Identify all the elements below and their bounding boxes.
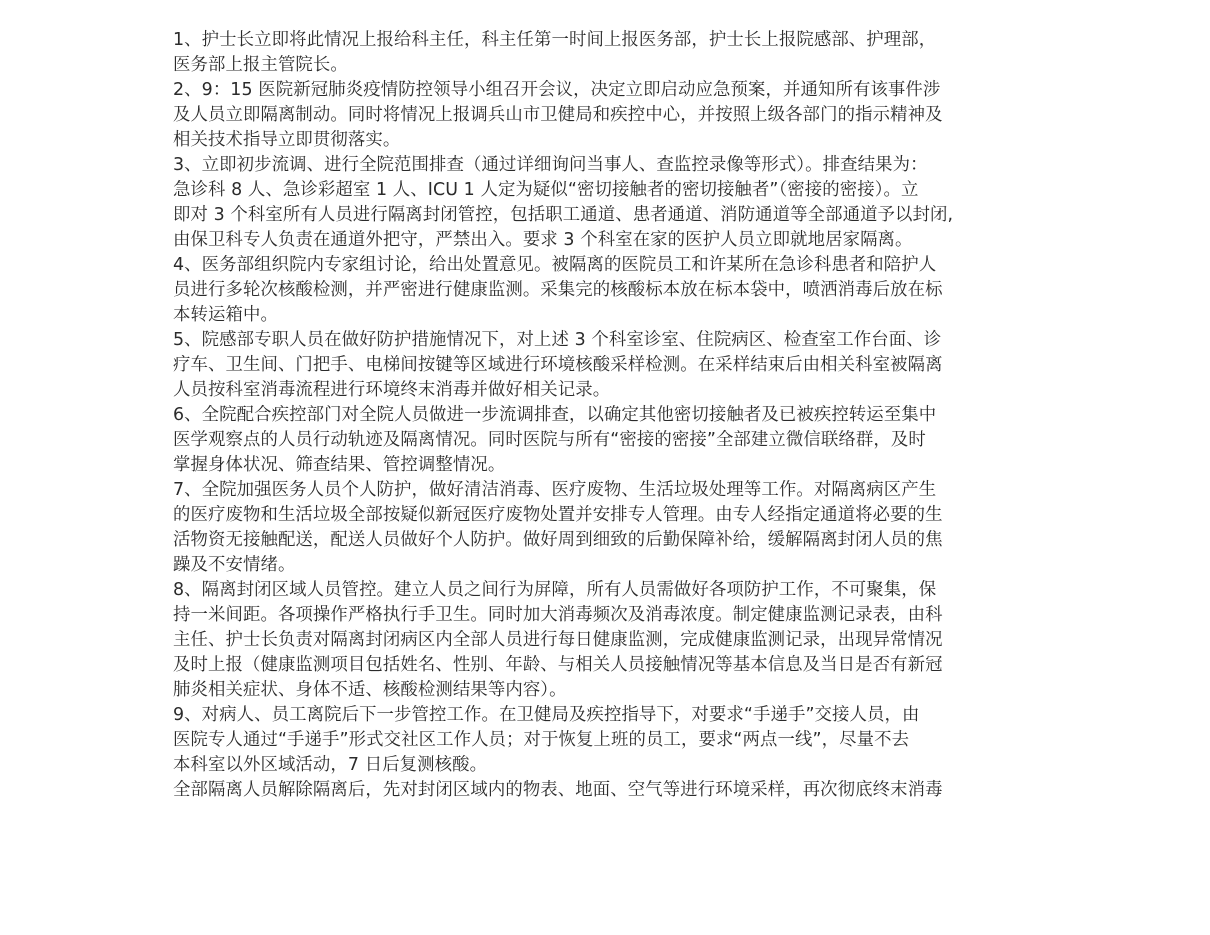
text-line: 8、隔离封闭区域人员管控。建立人员之间行为屏障，所有人员需做好各项防护工作，不可聚集，保	[173, 580, 937, 600]
text-line: 持一米间距。各项操作严格执行手卫生。同时加大消毒频次及消毒浓度。制定健康监测记录表，由科	[173, 605, 943, 625]
text-line: 掌握身体状况、筛查结果、管控调整情况。	[173, 455, 506, 475]
text-line: 躁及不安情绪。	[173, 555, 296, 575]
text-line: 1、护士长立即将此情况上报给科主任，科主任第一时间上报医务部，护士长上报院感部、护理部，	[173, 30, 937, 50]
text-line: 主任、护士长负责对隔离封闭病区内全部人员进行每日健康监测，完成健康监测记录，出现异常情况	[173, 630, 943, 650]
document-body	[173, 28, 1045, 803]
text-line: 的医疗废物和生活垃圾全部按疑似新冠医疗废物处置并安排专人管理。由专人经指定通道将必要的生	[173, 505, 943, 525]
text-line: 医务部上报主管院长。	[173, 55, 348, 75]
text-line: 5、院感部专职人员在做好防护措施情况下，对上述 3 个科室诊室、住院病区、检查室工作台面、诊	[173, 330, 942, 350]
text-line: 3、立即初步流调、进行全院范围排查（通过详细询问当事人、查监控录像等形式）。排查结果为：	[173, 155, 928, 175]
text-line: 及时上报（健康监测项目包括姓名、性别、年龄、与相关人员接触情况等基本信息及当日是否有新冠	[173, 655, 943, 675]
text-line: 9、对病人、员工离院后下一步管控工作。在卫健局及疾控指导下，对要求“手递手”交接人员，由	[173, 705, 920, 725]
text-line: 医院专人通过“手递手”形式交社区工作人员；对于恢复上班的员工，要求“两点一线”，尽量不去	[173, 730, 910, 750]
text-line: 6、全院配合疾控部门对全院人员做进一步流调排查，以确定其他密切接触者及已被疾控转运至集中	[173, 405, 937, 425]
text-line: 4、医务部组织院内专家组讨论，给出处置意见。被隔离的医院员工和许某所在急诊科患者和陪护人	[173, 255, 937, 275]
text-line: 本科室以外区域活动，7 日后复测核酸。	[173, 755, 488, 775]
text-line: 肺炎相关症状、身体不适、核酸检测结果等内容）。	[173, 680, 567, 700]
text-line: 活物资无接触配送，配送人员做好个人防护。做好周到细致的后勤保障补给，缓解隔离封闭人员的焦	[173, 530, 943, 550]
text-line: 人员按科室消毒流程进行环境终末消毒并做好相关记录。	[173, 380, 611, 400]
text-line: 2、9：15 医院新冠肺炎疫情防控领导小组召开会议，决定立即启动应急预案，并通知所有该事件涉	[173, 80, 941, 100]
text-line: 急诊科 8 人、急诊彩超室 1 人、ICU 1 人定为疑似“密切接触者的密切接触者”（密接的密接）。立	[173, 180, 919, 200]
text-line: 本转运箱中。	[173, 305, 278, 325]
text-line: 医学观察点的人员行动轨迹及隔离情况。同时医院与所有“密接的密接”全部建立微信联络群，及时	[173, 430, 926, 450]
text-line: 相关技术指导立即贯彻落实。	[173, 130, 401, 150]
text-line: 由保卫科专人负责在通道外把守，严禁出入。要求 3 个科室在家的医护人员立即就地居家隔离。	[173, 230, 913, 250]
text-line: 7、全院加强医务人员个人防护，做好清洁消毒、医疗废物、生活垃圾处理等工作。对隔离病区产生	[173, 480, 937, 500]
text-line: 员进行多轮次核酸检测，并严密进行健康监测。采集完的核酸标本放在标本袋中，喷洒消毒后放在标	[173, 280, 943, 300]
text-line: 疗车、卫生间、门把手、电梯间按键等区域进行环境核酸采样检测。在采样结束后由相关科室被隔离	[173, 355, 943, 375]
text-line: 全部隔离人员解除隔离后，先对封闭区域内的物表、地面、空气等进行环境采样，再次彻底终末消毒	[173, 780, 943, 800]
text-line: 及人员立即隔离制动。同时将情况上报调兵山市卫健局和疾控中心，并按照上级各部门的指示精神及	[173, 105, 943, 125]
text-line: 即对 3 个科室所有人员进行隔离封闭管控，包括职工通道、患者通道、消防通道等全部通道予以封闭,	[173, 205, 954, 225]
